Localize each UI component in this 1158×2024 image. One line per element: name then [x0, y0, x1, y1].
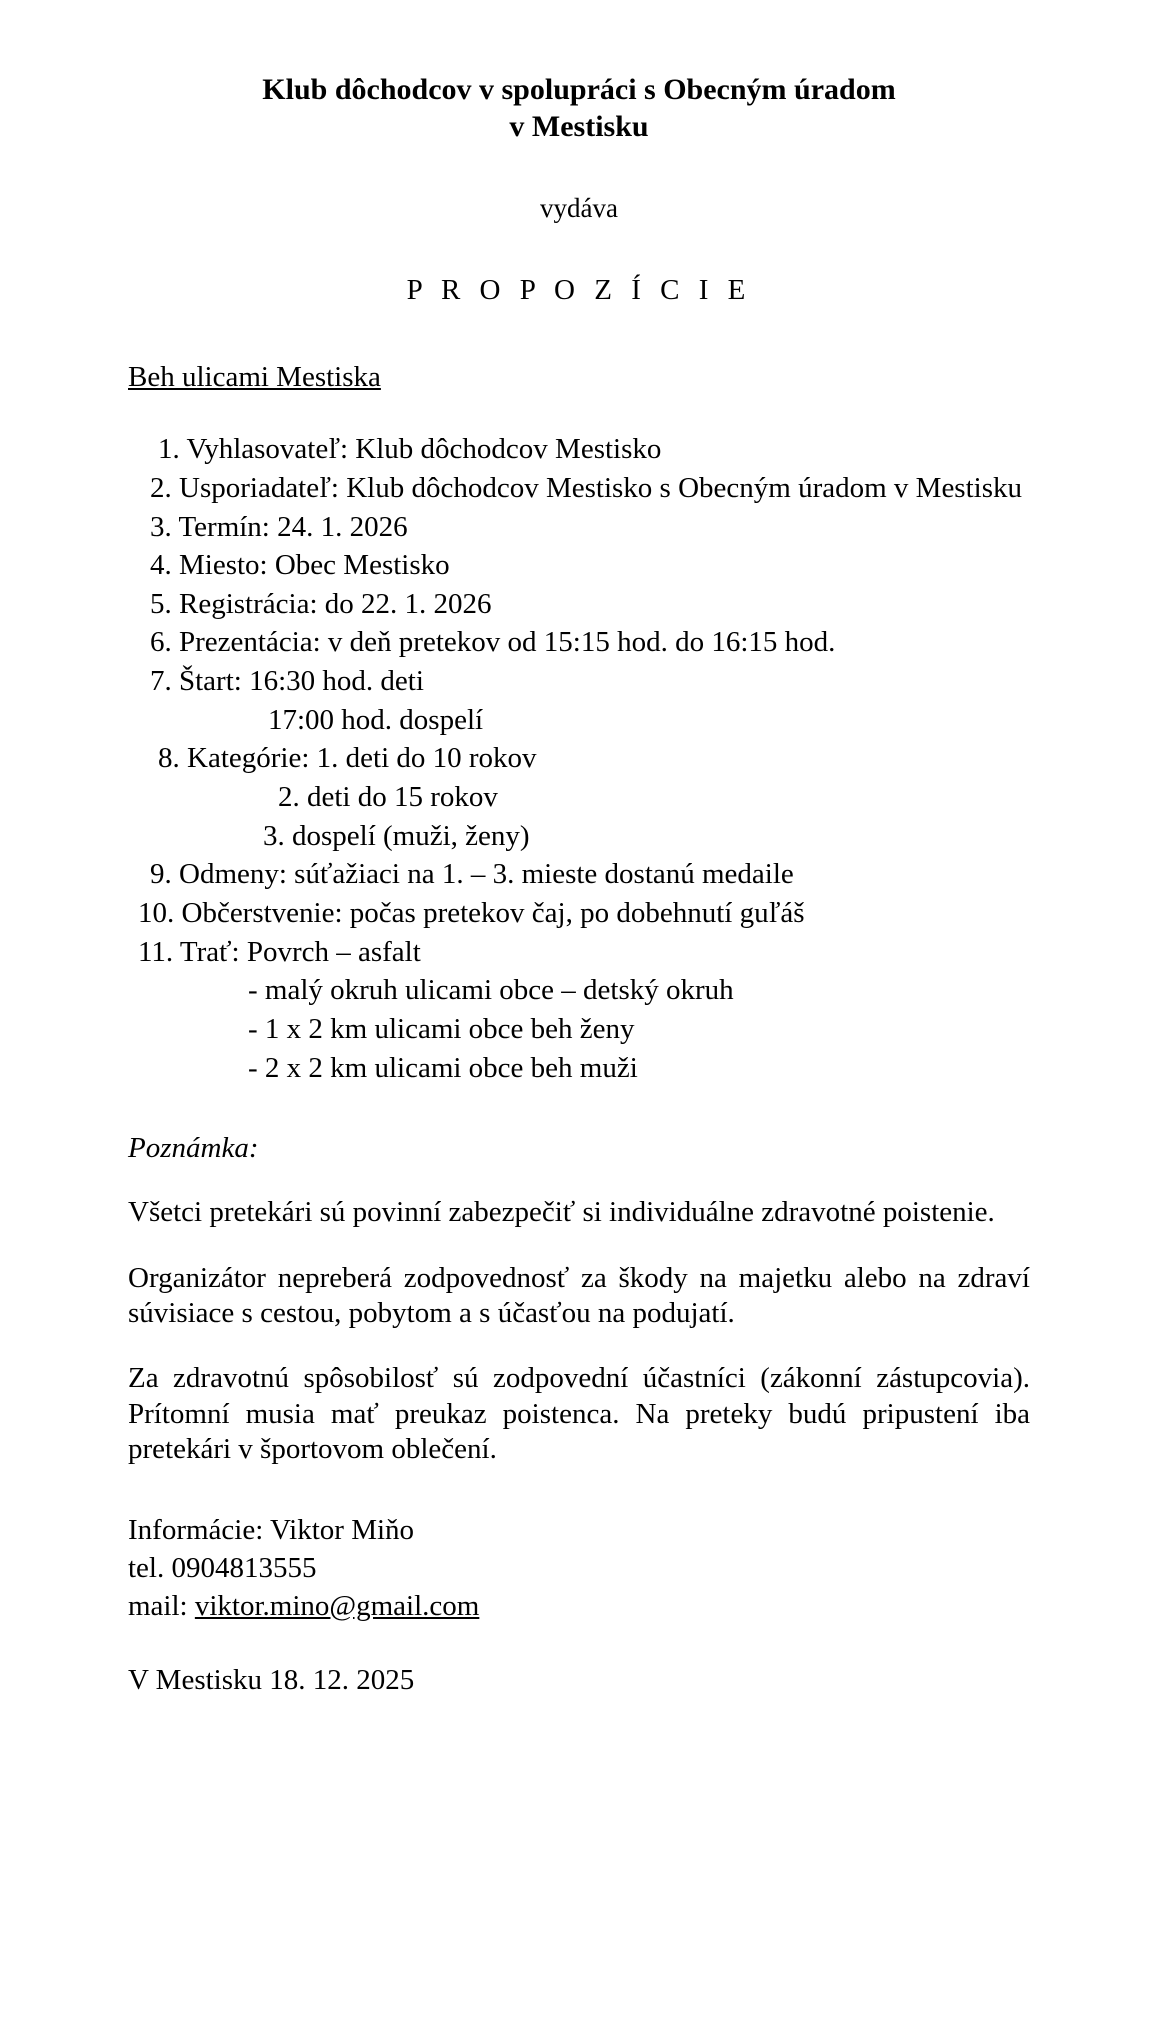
- note-paragraph: Všetci pretekári sú povinní zabezpečiť si individuálne zdravotné poistenie.: [128, 1196, 995, 1229]
- contact-block: [128, 1512, 1030, 1625]
- place-and-date: V Mestisku 18. 12. 2025: [128, 1664, 415, 1697]
- contact-phone: tel. 0904813555: [128, 1551, 317, 1584]
- event-name-wrap: [128, 307, 1030, 394]
- list-item: 8. Kategórie: 1. deti do 10 rokov: [158, 742, 537, 775]
- note-heading: Poznámka:: [128, 1132, 259, 1165]
- liability-paragraph: Organizátor nepreberá zodpovednosť za škody na majetku alebo na zdraví súvisiace s cestou, pobytom a s účasťou na podujatí.: [128, 1261, 1030, 1330]
- list-item: 7. Štart: 16:30 hod. deti: [150, 665, 424, 698]
- list-item: 17:00 hod. dospelí: [268, 703, 484, 736]
- list-item: 2. deti do 15 rokov: [278, 781, 498, 814]
- list-item: - 2 x 2 km ulicami obce beh muži: [248, 1051, 638, 1084]
- issues-label: vydáva: [540, 193, 618, 224]
- contact-info: Informácie: Viktor Miňo: [128, 1513, 415, 1546]
- list-item: 11. Trať: Povrch – asfalt: [138, 935, 421, 968]
- title-line-1: Klub dôchodcov v spolupráci s Obecným úradom: [262, 73, 896, 106]
- health-paragraph: Za zdravotnú spôsobilosť sú zodpovední účastníci (zákonní zástupcovia). Prítomní musia mať preukaz poistenca. Na preteky budú pripustení iba pretekári v športovom oblečení.: [128, 1362, 1030, 1466]
- list-item: 4. Miesto: Obec Mestisko: [150, 549, 450, 582]
- list-item: - malý okruh ulicami obce – detský okruh: [248, 974, 734, 1007]
- event-name: Beh ulicami Mestiska: [128, 361, 381, 394]
- list-item: 3. dospelí (muži, ženy): [263, 819, 530, 852]
- list-item: 3. Termín: 24. 1. 2026: [150, 510, 408, 543]
- document-title: [168, 72, 990, 145]
- list-item: 10. Občerstvenie: počas pretekov čaj, po dobehnutí guľáš: [138, 897, 805, 930]
- contact-mail-label: mail:: [128, 1590, 195, 1623]
- list-item: 6. Prezentácia: v deň pretekov od 15:15 hod. do 16:15 hod.: [150, 626, 836, 659]
- email-link[interactable]: viktor.mino@gmail.com: [194, 1590, 480, 1623]
- list-item: 2. Usporiadateľ: Klub dôchodcov Mestisko s Obecným úradom v Mestisku: [150, 471, 1022, 504]
- contact-mail-row: [128, 1588, 1030, 1624]
- title-line-2: v Mestisku: [509, 109, 649, 143]
- document-kind: P R O P O Z Í C I E: [406, 274, 752, 307]
- list-item: - 1 x 2 km ulicami obce beh ženy: [248, 1013, 635, 1046]
- propositions-list: [128, 432, 1030, 1086]
- list-item: 1. Vyhlasovateľ: Klub dôchodcov Mestisko: [158, 433, 662, 466]
- list-item: 9. Odmeny: súťažiaci na 1. – 3. mieste dostanú medaile: [150, 858, 794, 891]
- list-item: 5. Registrácia: do 22. 1. 2026: [150, 587, 492, 620]
